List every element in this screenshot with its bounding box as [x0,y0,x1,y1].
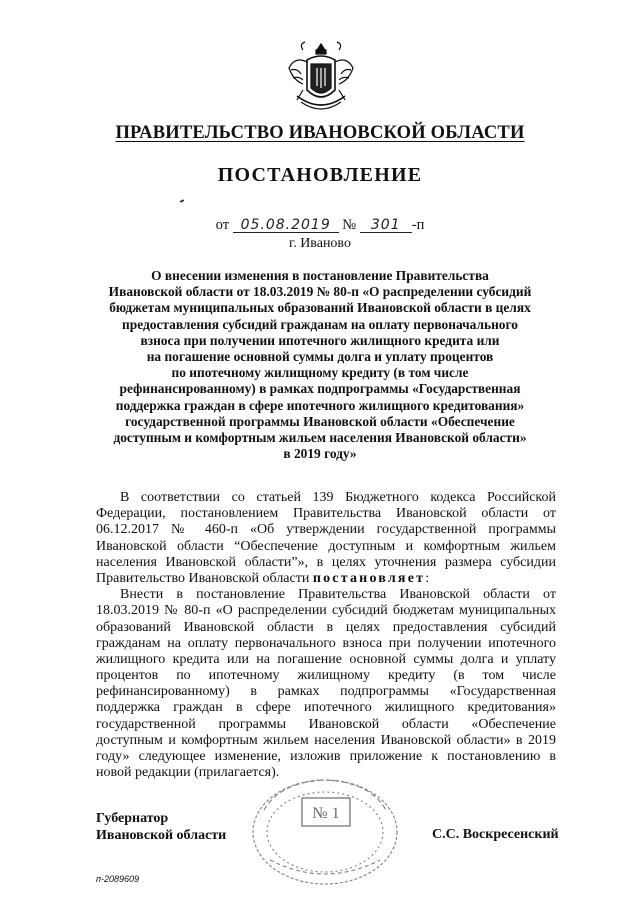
position-line: Ивановской области [96,828,227,843]
body-line: 18.03.2019 № 80-п «О распределении субсидий бюджетам муниципальных [96,603,556,619]
date-number-line [0,217,640,234]
subject-line: в 2019 году» [283,446,357,462]
body-line: новой редакции (прилагается). [96,765,280,781]
body-line: 06.12.2017 № 460-п «Об утверждении государственной программы [96,522,556,538]
body-line: населения Ивановской области”», в целях уточнения размера субсидии [96,554,556,570]
subject-line: государственной программы Ивановской области «Обеспечение [125,413,515,429]
enacting-prefix: Правительство Ивановской области [96,570,310,586]
ink-speck [180,199,184,203]
decree-subject [70,268,570,462]
subject-line: на погашение основной суммы долга и уплату процентов [146,349,494,365]
body-line: Ивановской области “Обеспечение доступным и комфортным жильем [96,538,556,554]
subject-line: рефинансированному) в рамках подпрограммы «Государственная [119,381,521,397]
government-title: ПРАВИТЕЛЬСТВО ИВАНОВСКОЙ ОБЛАСТИ [115,123,525,143]
subject-line: доступным и комфортным жильем населения Ивановской области» [113,430,527,446]
body-line: доступным и комфортным жильем населения Ивановской области» в 2019 [96,732,556,748]
office-stamp [240,770,410,890]
handwritten-date: 05.08.2019 [233,218,339,233]
body-line: образований Ивановской области в целях предоставления субсидий [96,619,556,635]
subject-line: взноса при получении ипотечного жилищного кредита или [140,332,500,348]
stamp-number: № 1 [312,805,340,822]
body-line: Внести в постановление Правительства Ивановской области от [120,587,556,603]
subject-line: по ипотечному жилищному кредиту (в том числе [171,365,469,381]
body-line: поддержка граждан в сфере ипотечного жилищного кредитования» [96,700,556,716]
body-line: Федерации, постановлением Правительства Ивановской области от [96,506,556,522]
city-name: г. Иваново [289,236,351,251]
body-line: В соответствии со статьей 139 Бюджетного кодекса Российской [120,490,556,505]
document-code: п-2089609 [96,874,139,884]
coat-of-arms-icon [283,40,359,118]
subject-line: поддержка граждан в сфере ипотечного жилищного кредитования» [115,397,525,413]
enacting-word: постановляет [312,570,426,586]
body-line: процентов по ипотечному жилищному кредиту (в том числе [96,668,556,684]
subject-line: предоставления субсидий гражданам на оплату первоначального [122,316,518,332]
body-line [96,571,556,587]
handwritten-number: 301 [360,218,412,233]
body-line: году» следующее изменение, изложив приложение к постановлению в [96,749,556,764]
body-line: жилищного кредита или на погашение основной суммы долга и уплату [96,651,556,667]
subject-line: О внесении изменения в постановление Правительства [151,268,489,283]
decree-title: ПОСТАНОВЛЕНИЕ [217,164,423,186]
signer-name: С.С. Воскресенский [432,827,559,842]
subject-line: бюджетам муниципальных образований Ивановской области в целях [109,300,531,316]
enacting-suffix: : [425,570,430,586]
position-line: Губернатор [96,811,169,826]
decree-body [96,490,556,781]
number-suffix: -п [411,217,425,233]
body-line: гражданам на оплату первоначального взноса при получении ипотечного [96,635,556,651]
body-line: рефинансированному) в рамках подпрограммы «Государственная [96,684,556,700]
number-prefix: № [342,217,357,233]
body-line: государственной программы Ивановской области «Обеспечение [96,716,556,732]
subject-line: Ивановской области от 18.03.2019 № 80-п «О распределении субсидий [108,284,532,300]
date-prefix: от [215,217,230,233]
signature-position [96,810,226,844]
